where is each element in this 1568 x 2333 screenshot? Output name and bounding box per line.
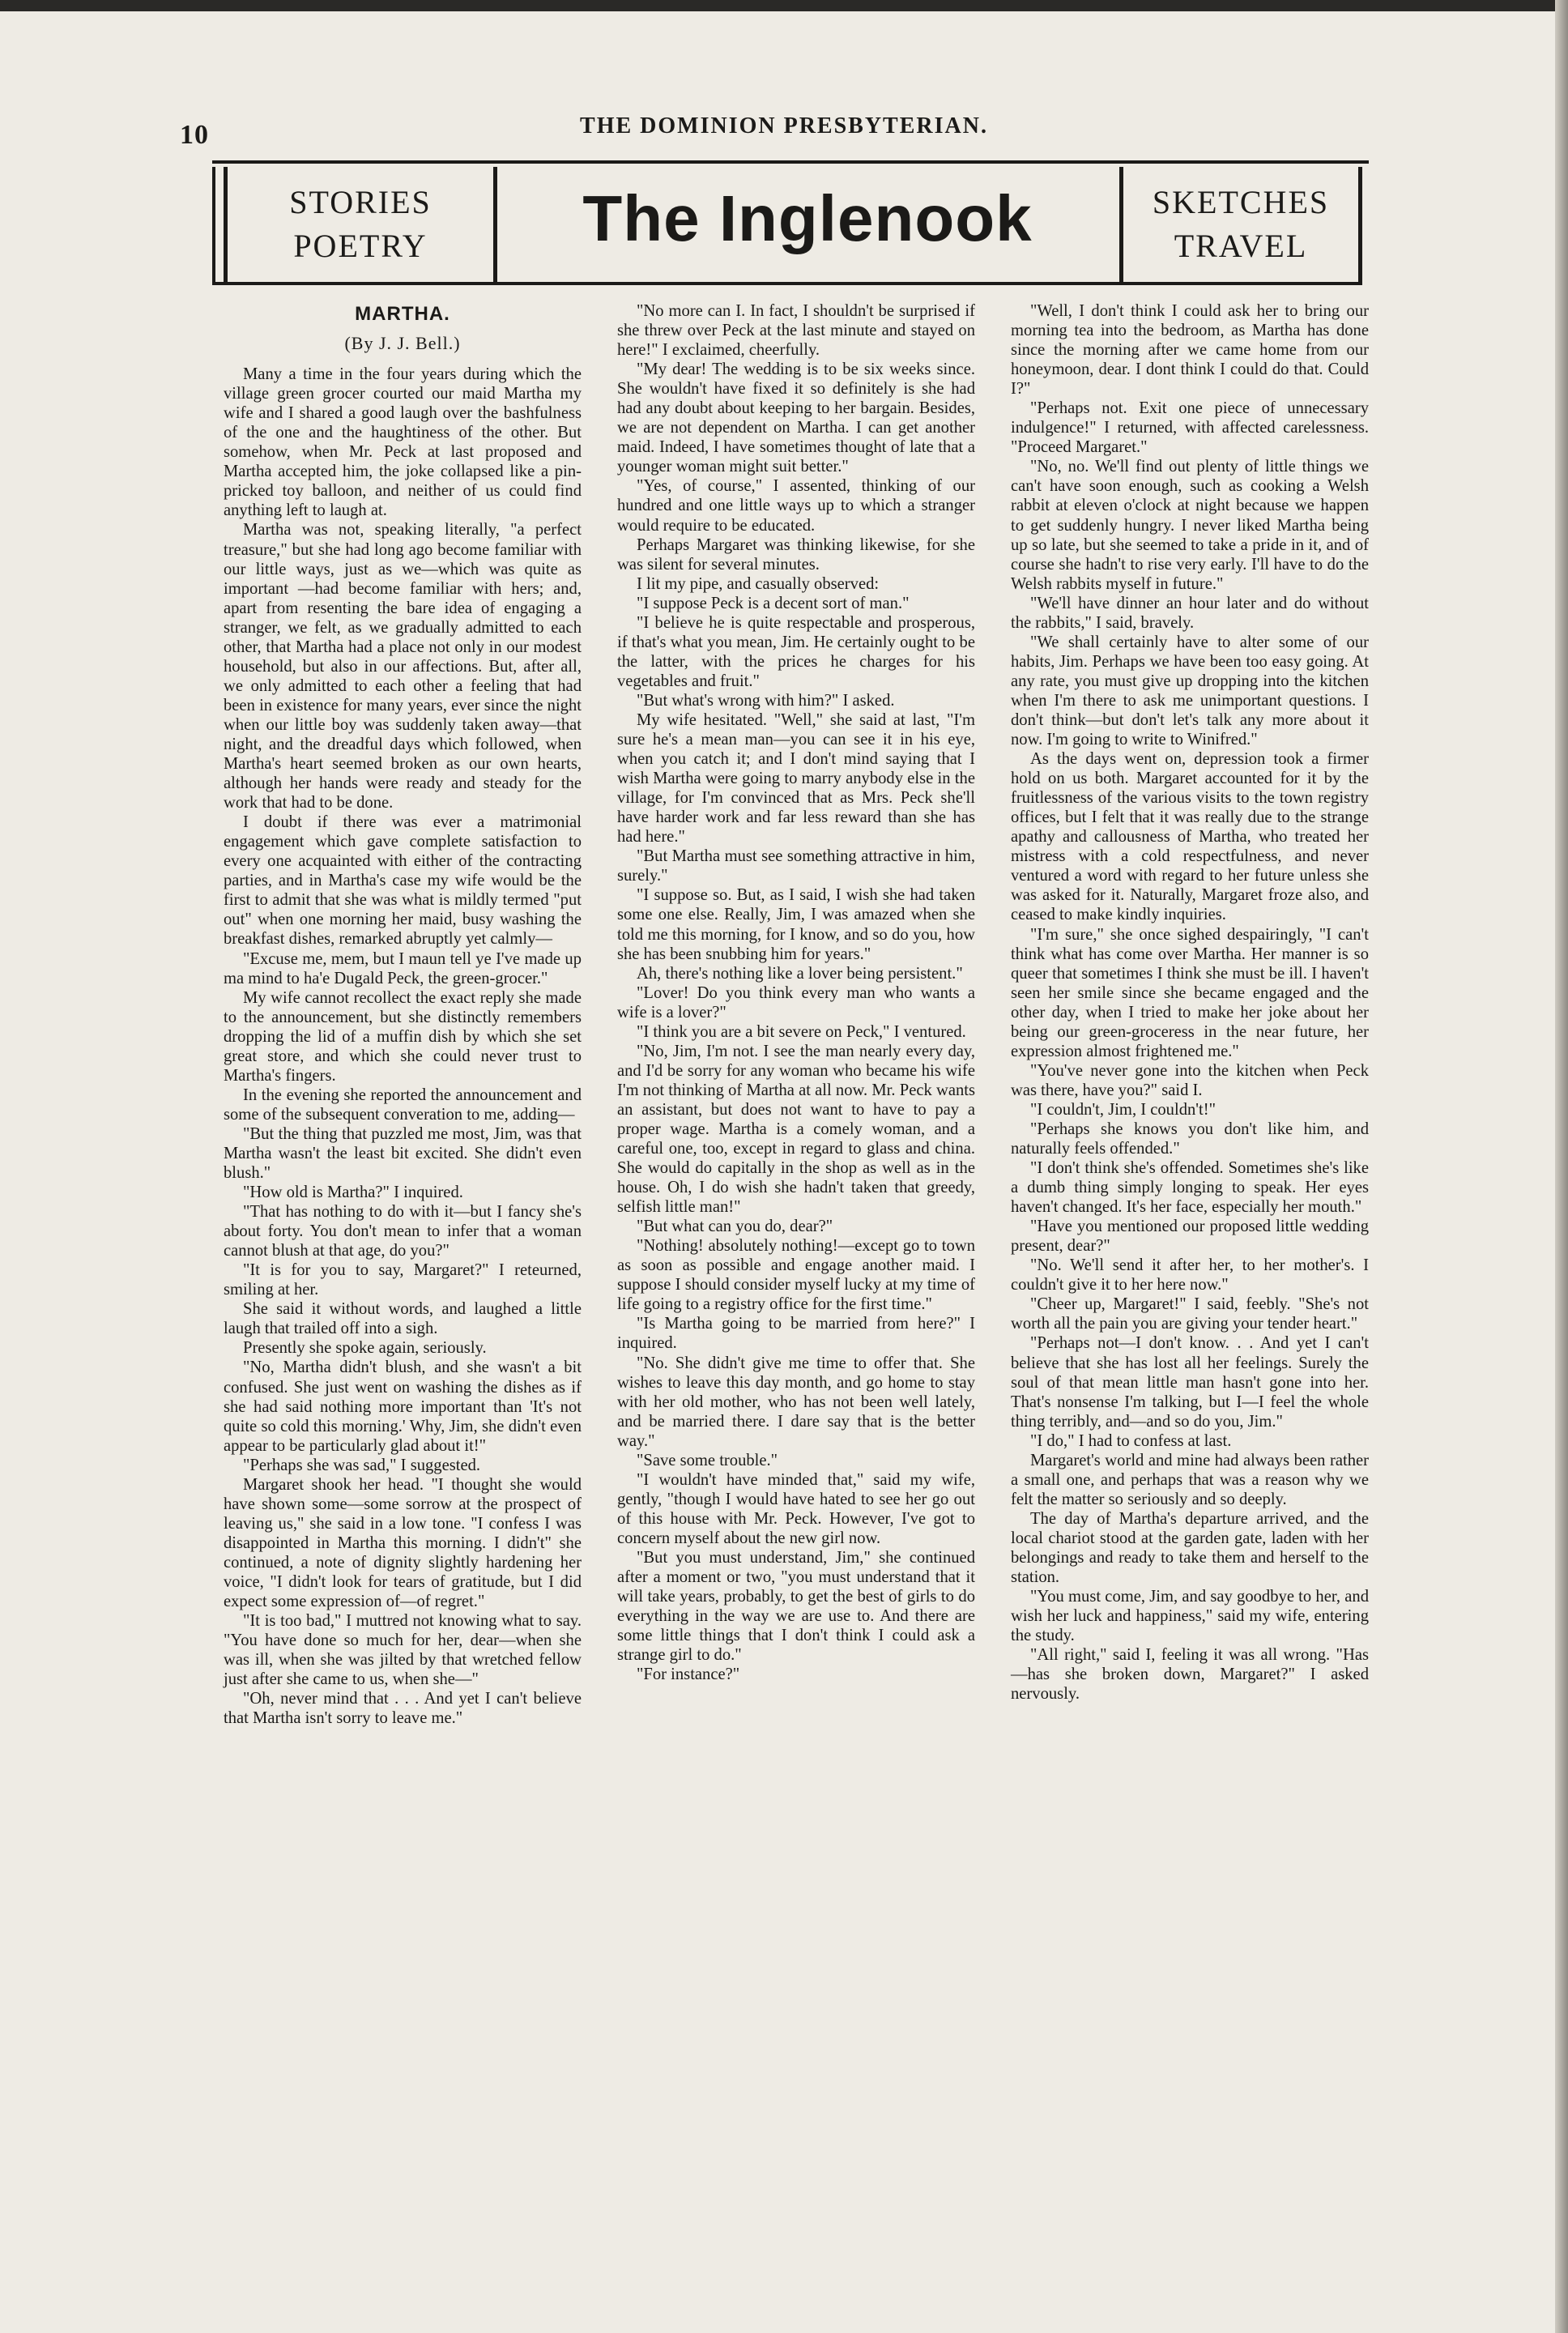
text-column-2 bbox=[617, 301, 975, 1684]
paragraph: "I do," I had to confess at last. bbox=[1030, 1431, 1232, 1450]
paragraph: "No. She didn't give me time to offer that. She wishes to leave this day month, and go home to stay with her old mother, who has not been well lately, and be married there. I dare say that is the better way." bbox=[617, 1354, 975, 1450]
paragraph: "Cheer up, Margaret!" I said, feebly. "She's not worth all the pain you are giving your tender heart." bbox=[1011, 1295, 1369, 1333]
paragraph: "We shall certainly have to alter some of our habits, Jim. Perhaps we have been too easy going. At any rate, you must give up dropping into the kitchen when I'm there to ask me unimportant questions. I don't think—but don't let's talk any more about it now. I'm going to write to Winifred." bbox=[1011, 633, 1369, 749]
article-byline: (By J. J. Bell.) bbox=[344, 333, 461, 354]
paragraph: "That has nothing to do with it—but I fancy she's about forty. You don't mean to infer that a woman cannot blush at that age, do you?" bbox=[224, 1203, 582, 1260]
article-title: MARTHA. bbox=[355, 303, 450, 325]
banner-left-line1: STORIES bbox=[289, 184, 432, 220]
paragraph: Ah, there's nothing like a lover being persistent." bbox=[637, 964, 963, 983]
page-number: 10 bbox=[180, 120, 209, 150]
paragraph: Perhaps Margaret was thinking likewise, for she was silent for several minutes. bbox=[617, 535, 975, 574]
paragraph: "I don't think she's offended. Sometimes she's like a dumb thing simply longing to speak. Her eyes haven't changed. It's her face, especially her mouth." bbox=[1011, 1159, 1369, 1217]
paragraph: "Well, I don't think I could ask her to bring our morning tea into the bedroom, as Martha has done since the morning after we came home from our honeymoon, dear. I dont think I could do that. Could I?" bbox=[1011, 302, 1369, 399]
paragraph: My wife cannot recollect the exact reply she made to the announcement, but she distinctly remembers dropping the lid of a muffin dish by which she set great store, and which she could never trust to Martha's fingers. bbox=[224, 988, 582, 1085]
paragraph: "But what's wrong with him?" I asked. bbox=[637, 691, 895, 710]
paragraph: Margaret shook her head. "I thought she would have shown some—some sorrow at the prospect of leaving us," she said in a low tone. "I confess I was disappointed in Martha this morning. I didn't" she continued, a note of dignity slightly hardening her voice, "I didn't look for tears of gratitude, but I did expect some expression of—of regret." bbox=[224, 1475, 582, 1611]
paragraph: I doubt if there was ever a matrimonial engagement which gave complete satisfaction to every one acquainted with either of the contracting parties, and in Martha's case my wife would be the first to admit that she was what is mildly termed "put out" when one morning her maid, busy washing the breakfast dishes, remarked abruptly yet calmly— bbox=[224, 813, 582, 949]
paragraph: "Excuse me, mem, but I maun tell ye I've made up ma mind to ha'e Dugald Peck, the green-grocer." bbox=[224, 949, 582, 987]
paragraph: "Perhaps not—I don't know. . . And yet I can't believe that she has lost all her feelings. Surely the soul of that mean little man hasn't gone into her. That's nonsense I'm talking, but I—I feel the whole thing terribly, and—and so do you, Jim." bbox=[1011, 1334, 1369, 1431]
paragraph: "I suppose so. But, as I said, I wish she had taken some one else. Really, Jim, I was amazed when she told me this morning, for I know, and so do you, how she has been snubbing him for years." bbox=[617, 886, 975, 963]
paragraph: "I wouldn't have minded that," said my wife, gently, "though I would have hated to see her go out of this house with Mr. Peck. However, I've got to concern myself about the new girl now. bbox=[617, 1470, 975, 1547]
paragraph: Margaret's world and mine had always been rather a small one, and perhaps that was a reason why we felt the matter so seriously and so deeply. bbox=[1011, 1451, 1369, 1508]
paragraph: "I believe he is quite respectable and prosperous, if that's what you mean, Jim. He certainly ought to be the latter, with the prices he charges for his vegetables and fruit." bbox=[617, 613, 975, 690]
paragraph: As the days went on, depression took a firmer hold on us both. Margaret accounted for it by the fruitlessness of the various visits to the town registry offices, but I felt that it was really due to the strange apathy and callousness of Martha, who treated her mistress with a cold respectfulness, and never ventured a word with regard to her future unless she was asked for it. Naturally, Margaret froze also, and ceased to make kindly inquiries. bbox=[1011, 750, 1369, 924]
paragraph: "My dear! The wedding is to be six weeks since. She wouldn't have fixed it so definitely is she had had any doubt about keeping to her bargain. Besides, we are not dependent on Martha. I can get another maid. Indeed, I have sometimes thought of late that a younger woman might suit better." bbox=[617, 360, 975, 476]
paragraph: "Oh, never mind that . . . And yet I can't believe that Martha isn't sorry to leave me." bbox=[224, 1690, 582, 1728]
paragraph: "But what can you do, dear?" bbox=[637, 1218, 833, 1236]
paragraph: "Perhaps she knows you don't like him, and naturally feels offended." bbox=[1011, 1120, 1369, 1158]
paragraph: "All right," said I, feeling it was all wrong. "Has—has she broken down, Margaret?" I asked nervously. bbox=[1011, 1646, 1369, 1704]
paragraph: In the evening she reported the announcement and some of the subsequent converation to me, adding— bbox=[224, 1085, 582, 1124]
paragraph: "Perhaps not. Exit one piece of unnecessary indulgence!" I returned, with affected carelessness. "Proceed Margaret." bbox=[1011, 399, 1369, 457]
paragraph: The day of Martha's departure arrived, and the local chariot stood at the garden gate, laden with her belongings and ready to take them and herself to the station. bbox=[1011, 1509, 1369, 1587]
page-top-edge bbox=[0, 0, 1568, 11]
paragraph: "Yes, of course," I assented, thinking of our hundred and one little ways up to which a stranger would require to be educated. bbox=[617, 477, 975, 535]
section-title: The Inglenook bbox=[582, 182, 1033, 254]
banner-left-line2: POETRY bbox=[293, 228, 428, 264]
paragraph: "I think you are a bit severe on Peck," I ventured. bbox=[637, 1022, 966, 1041]
paragraph: Martha was not, speaking literally, "a perfect treasure," but she had long ago become familiar with our little ways, just as we—which was quite as important —had become familiar with hers; and, apart from resenting the bare idea of engaging a stranger, we felt, as we gradually admitted to each other, that Martha had a place not only in our modest household, but also in our affections. But, after all, we only admitted to each other a feeling that had been in existence for many years, ever since the night when our little boy was suddenly taken away—that night, and the dreadful days which followed, when Martha's heart seemed broken as our own hearts, although her hands were ready and steady for the work that had to be done. bbox=[224, 521, 582, 812]
paragraph: "But you must understand, Jim," she continued after a moment or two, "you must understand that it will take years, probably, to get the best of girls to do everything in the way we are use to. And there are some little things that I don't think I could ask a strange girl to do." bbox=[617, 1549, 975, 1665]
banner-right-box bbox=[1119, 167, 1362, 282]
paragraph: "No. We'll send it after her, to her mother's. I couldn't give it to her here now." bbox=[1011, 1256, 1369, 1294]
paragraph: "You must come, Jim, and say goodbye to her, and wish her luck and happiness," said my wife, entering the study. bbox=[1011, 1588, 1369, 1645]
banner-left-box bbox=[224, 167, 497, 282]
paragraph: "But Martha must see something attractive in him, surely." bbox=[617, 847, 975, 885]
paragraph: "How old is Martha?" I inquired. bbox=[243, 1184, 463, 1202]
paragraph: "Lover! Do you think every man who wants a wife is a lover?" bbox=[617, 983, 975, 1021]
paragraph: "We'll have dinner an hour later and do without the rabbits," I said, bravely. bbox=[1011, 594, 1369, 632]
banner-right-line1: SKETCHES bbox=[1152, 184, 1330, 220]
section-banner bbox=[212, 167, 1362, 285]
text-column-3 bbox=[1011, 301, 1369, 1704]
paragraph: "It is for you to say, Margaret?" I reteurned, smiling at her. bbox=[224, 1261, 582, 1299]
paragraph: "It is too bad," I muttred not knowing what to say. "You have done so much for her, dear—when she was ill, when she was jilted by that wretched fellow just after she came to us, when she—" bbox=[224, 1612, 582, 1689]
paragraph: I lit my pipe, and casually observed: bbox=[637, 574, 880, 593]
paragraph: "No, Martha didn't blush, and she wasn't a bit confused. She just went on washing the dishes as if she had said nothing more important than 'It's not quite so cold this morning.' Why, Jim, she didn't even appear to be particularly glad about it!" bbox=[224, 1358, 582, 1455]
paragraph: Presently she spoke again, seriously. bbox=[243, 1339, 487, 1358]
paragraph: Many a time in the four years during which the village green grocer courted our maid Martha my wife and I shared a good laugh over the bashfulness of the one and the haughtiness of the other. But somehow, when Mr. Peck at last proposed and Martha accepted him, the joke collapsed like a pin-pricked toy balloon, and neither of us could find anything left to laugh at. bbox=[224, 365, 582, 520]
running-head: THE DOMINION PRESBYTERIAN. bbox=[580, 113, 988, 139]
paragraph: "But the thing that puzzled me most, Jim, was that Martha wasn't the least bit excited. She didn't even blush." bbox=[224, 1124, 582, 1183]
paragraph: "No, no. We'll find out plenty of little things we can't have soon enough, such as cooking a Welsh rabbit at eleven o'clock at night because we happen to get suddenly hungry. I never liked Martha being up so late, but she seemed to take a pride in it, and of course she hadn't to rise very early. I'll have to do the Welsh rabbits myself in future." bbox=[1011, 458, 1369, 593]
paragraph: "You've never gone into the kitchen when Peck was there, have you?" said I. bbox=[1011, 1061, 1369, 1099]
banner-top-rule bbox=[212, 160, 1369, 164]
paragraph: "Perhaps she was sad," I suggested. bbox=[243, 1456, 481, 1474]
paragraph: "Nothing! absolutely nothing!—except go to town as soon as possible and engage another maid. I suppose I should consider myself lucky at my time of life going to a registry office for the first time." bbox=[617, 1237, 975, 1314]
paragraph: My wife hesitated. "Well," she said at last, "I'm sure he's a mean man—you can see it in his eye, when you catch it; and I don't mind saying that I wish Martha were going to marry anybody else in the village, for I'm convinced that as Mrs. Peck she'll have harder work and far less reward than she has had here." bbox=[617, 710, 975, 847]
paragraph: "I suppose Peck is a decent sort of man." bbox=[637, 594, 910, 612]
paragraph: "For instance?" bbox=[637, 1666, 740, 1684]
paragraph: "Have you mentioned our proposed little wedding present, dear?" bbox=[1011, 1218, 1369, 1256]
paragraph: "I couldn't, Jim, I couldn't!" bbox=[1030, 1100, 1216, 1119]
page-right-edge bbox=[1555, 0, 1568, 2333]
paragraph: "Save some trouble." bbox=[637, 1451, 778, 1469]
paragraph: "Is Martha going to be married from here?" I inquired. bbox=[617, 1315, 975, 1353]
paragraph: She said it without words, and laughed a little laugh that trailed off into a sigh. bbox=[224, 1300, 582, 1338]
text-column-1 bbox=[224, 293, 582, 1728]
paragraph: "I'm sure," she once sighed despairingly, "I can't think what has come over Martha. Her manner is so queer that sometimes I think she must be ill. I haven't seen her smile since she became engaged and the other day, when I tried to make her joke about her being our green-groceress in the near future, her expression almost frightened me." bbox=[1011, 925, 1369, 1060]
paragraph: "No, Jim, I'm not. I see the man nearly every day, and I'd be sorry for any woman who became his wife I'm not thinking of Martha at all now. Mr. Peck wants an assistant, but does not want to have to pay a proper wage. Martha is a comely woman, and a careful one, too, except in regard to glass and china. She would do capitally in the shop as well as in the house. Oh, I do wish she hadn't taken that greedy, selfish little man!" bbox=[617, 1042, 975, 1217]
banner-right-line2: TRAVEL bbox=[1174, 228, 1308, 264]
paragraph: "No more can I. In fact, I shouldn't be surprised if she threw over Peck at the last minute and stayed on here!" I exclaimed, cheerfully. bbox=[617, 302, 975, 360]
